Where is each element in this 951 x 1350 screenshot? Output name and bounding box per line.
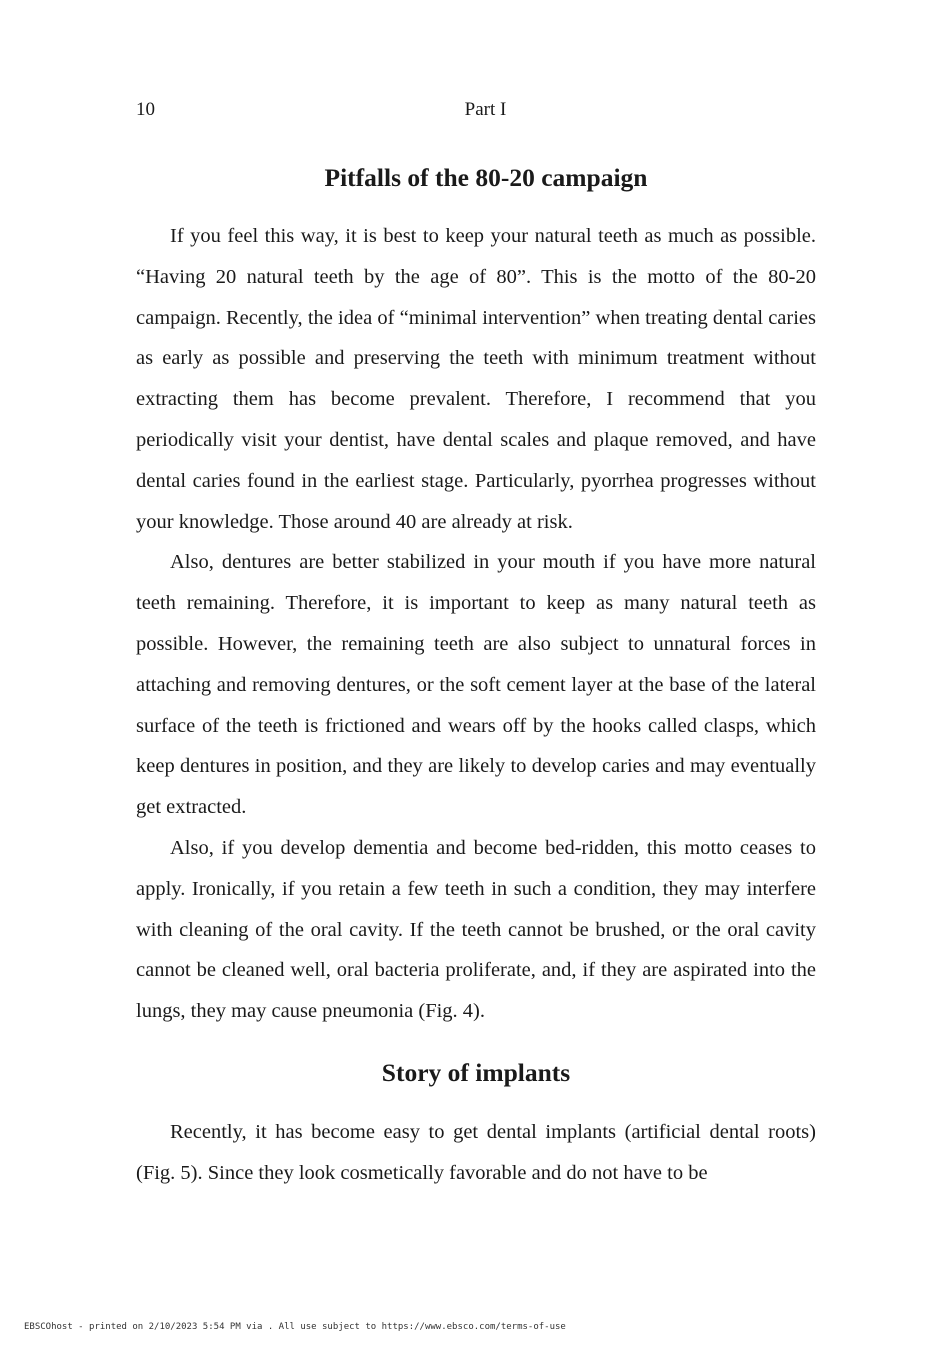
section-heading-implants: Story of implants xyxy=(381,1057,571,1087)
section-heading-pitfalls: Pitfalls of the 80-20 campaign xyxy=(324,163,648,192)
running-head: Part I xyxy=(464,99,507,120)
print-footer: EBSCOhost - printed on 2/10/2023 5:54 PM via . All use subject to https://www.ebsco.com/terms-of-use xyxy=(24,1322,566,1332)
body-paragraph: If you feel this way, it is best to keep your natural teeth as much as possible. “Having 20 natural teeth by the age of 80”. This is the motto of the 80-20 campaign. Recently, the idea of “minimal intervention” when treating dental caries as early as possible and preserving the teeth with minimum treatment without extracting them has become prevalent. Therefore, I recommend that you periodically visit your dentist, have dental scales and plaque removed, and have dental caries found in the earliest stage. Particularly, pyorrhea progresses without your knowledge. Those around 40 are already at risk. xyxy=(136,225,816,533)
body-paragraph: Also, if you develop dementia and become bed-ridden, this motto ceases to apply. Ironically, if you retain a few teeth in such a condition, they may interfere with cleaning of the oral cavity. If the teeth cannot be brushed, or the oral cavity cannot be cleaned well, oral bacteria proliferate, and, if they are aspirated into the lungs, they may cause pneumonia (Fig. 4). xyxy=(136,836,816,1023)
page-number: 10 xyxy=(136,99,155,120)
body-paragraph: Also, dentures are better stabilized in your mouth if you have more natural teeth remaining. Therefore, it is important to keep as many natural teeth as possible. However, the remaining teeth are also subject to unnatural forces in attaching and removing dentures, or the soft cement layer at the base of the lateral surface of the teeth is frictioned and wears off by the hooks called clasps, which keep dentures in position, and they are likely to develop caries and may eventually get extracted. xyxy=(136,551,816,819)
body-paragraph: Recently, it has become easy to get dental implants (artificial dental roots) (Fig. 5). Since they look cosmetically favorable and do not have to be xyxy=(136,1120,816,1184)
page-body xyxy=(136,160,816,1194)
